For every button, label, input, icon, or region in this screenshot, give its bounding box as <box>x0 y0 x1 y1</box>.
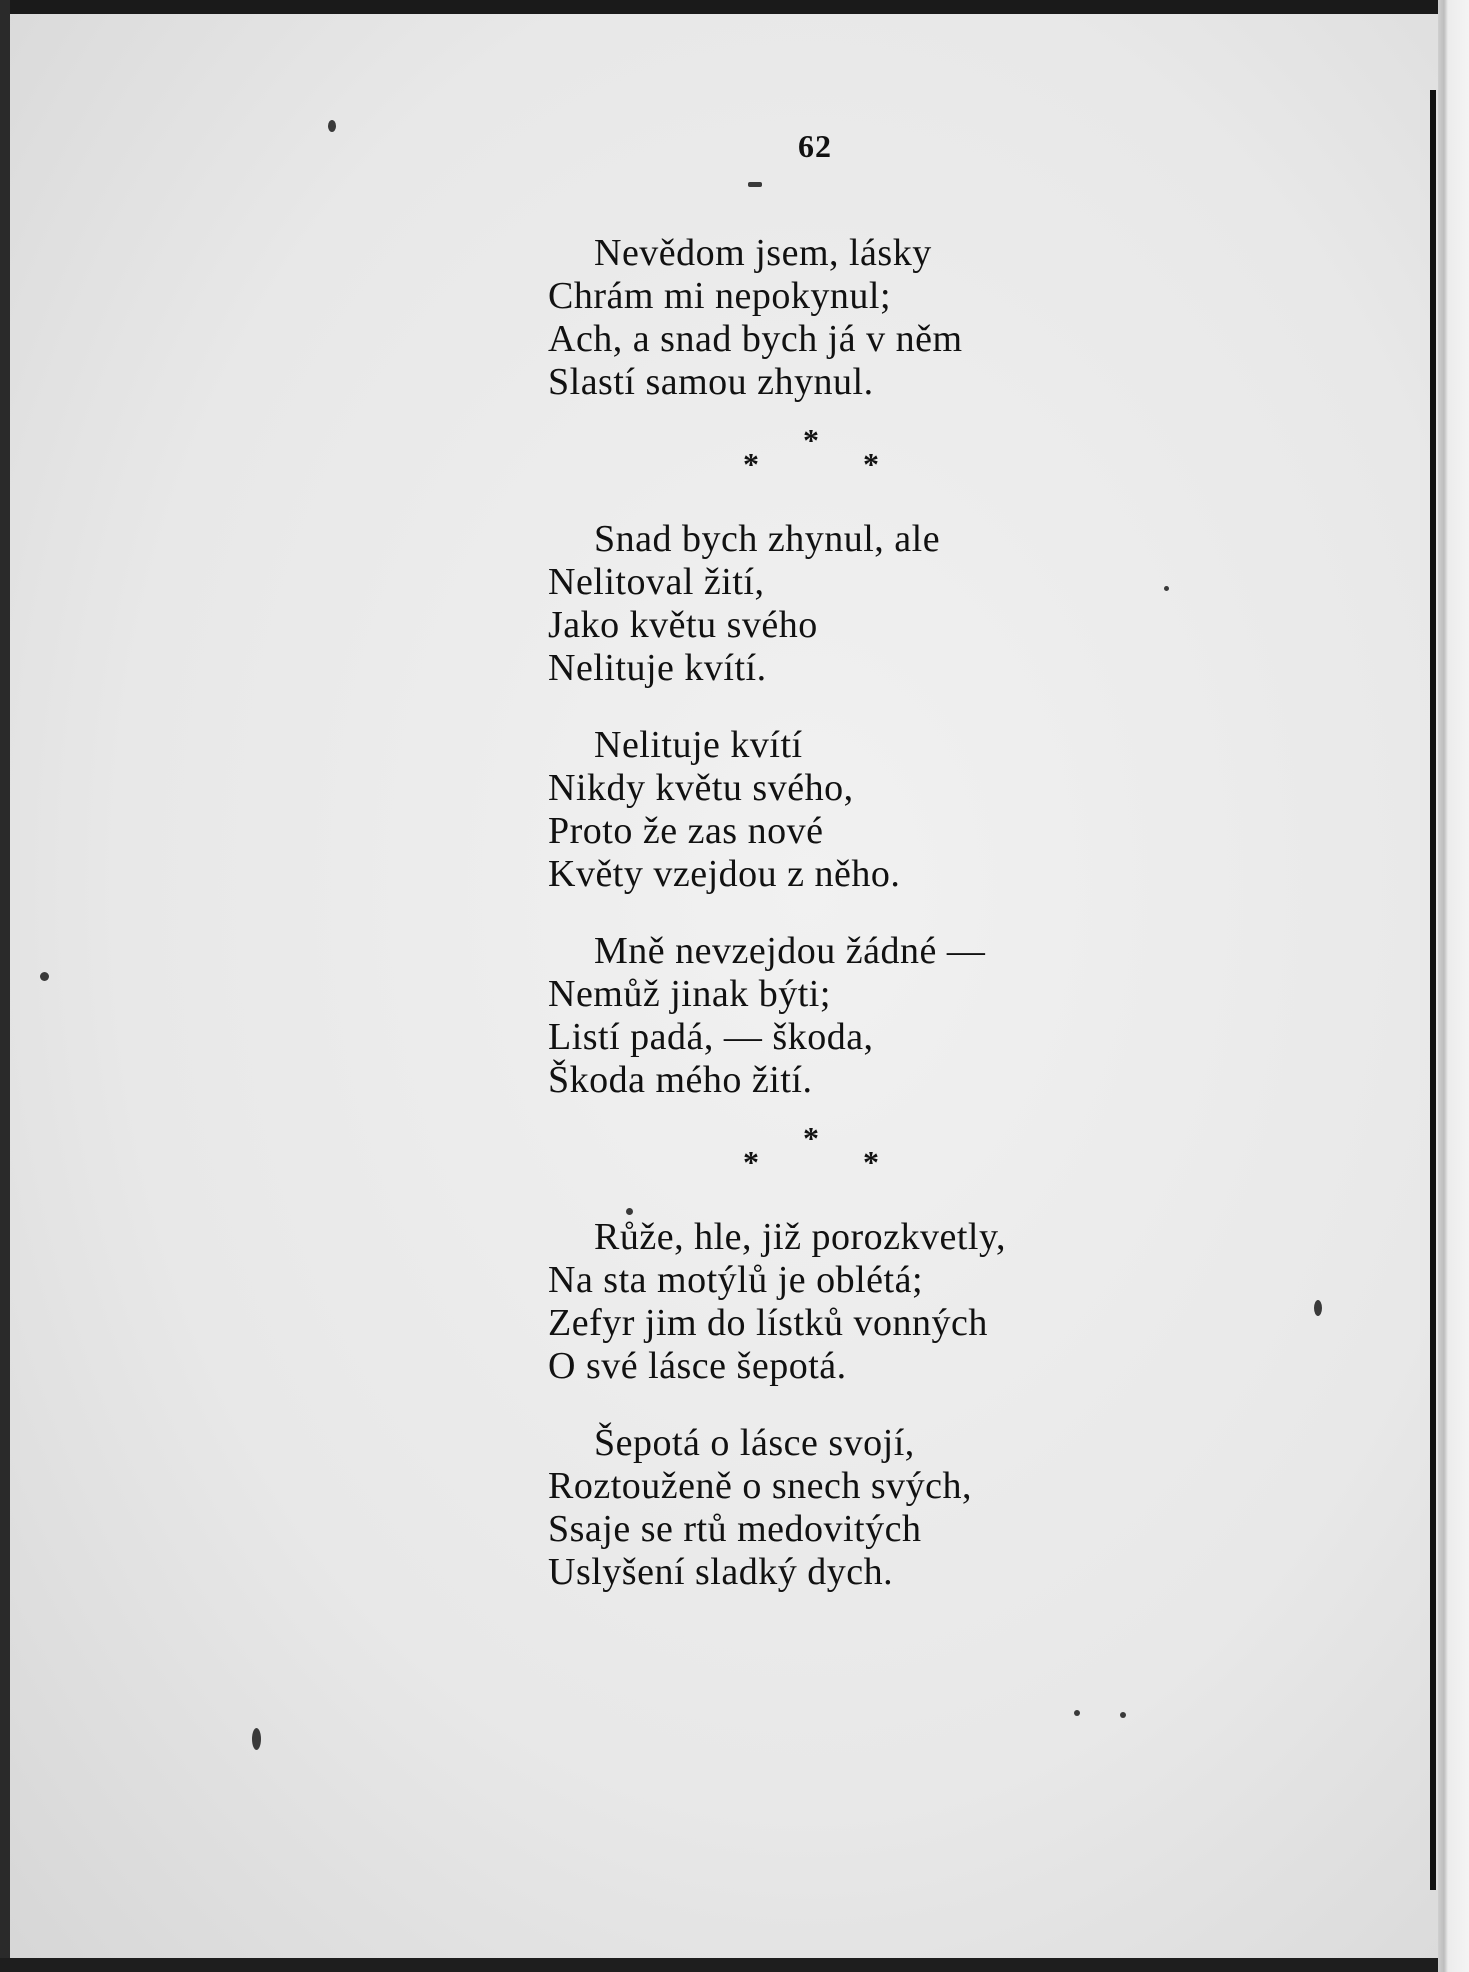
stanza <box>548 1422 1408 1594</box>
asterisk: * <box>743 446 759 482</box>
poem-line: Na sta motýlů je oblétá; <box>548 1259 924 1301</box>
poem-line: Šepotá o lásce svojí, <box>594 1422 915 1464</box>
poem-line: Nikdy květu svého, <box>548 767 854 809</box>
scan-speck <box>1074 1710 1080 1716</box>
poem-line: Snad bych zhynul, ale <box>594 518 941 560</box>
poem-line: Proto že zas nové <box>548 810 824 852</box>
scan-speck <box>1120 1712 1126 1718</box>
stanza <box>548 724 1408 896</box>
poem-line: Růže, hle, již porozkvetly, <box>594 1216 1007 1258</box>
poem-line: Roztouženě o snech svých, <box>548 1465 973 1507</box>
stanza <box>548 518 1408 690</box>
stanza <box>548 930 1408 1102</box>
poem-line: Ach, a snad bych já v něm <box>548 318 963 360</box>
scan-border-bottom <box>0 1958 1469 1972</box>
page-number: 62 <box>798 128 832 164</box>
poem-line: Nelituje kvítí <box>594 724 803 766</box>
poem-line: Nevědom jsem, lásky <box>594 232 932 274</box>
poem-line: Uslyšení sladký dych. <box>548 1551 894 1593</box>
scan-speck <box>40 972 49 981</box>
poem-line: O své lásce šepotá. <box>548 1345 847 1387</box>
poem-line: Listí padá, — škoda, <box>548 1016 874 1058</box>
asterism-divider <box>548 422 879 484</box>
asterisk: * <box>743 1144 759 1180</box>
poem-line: Nemůž jinak býti; <box>548 973 831 1015</box>
stanza <box>548 1216 1408 1388</box>
poem-line: Škoda mého žití. <box>548 1059 813 1101</box>
poem-body <box>548 232 1408 1594</box>
scan-border-top <box>0 0 1469 14</box>
poem-line: Ssaje se rtů medovitých <box>548 1508 922 1550</box>
asterism-divider <box>548 1120 879 1182</box>
poem-line: Zefyr jim do lístků vonných <box>548 1302 988 1344</box>
poem-line: Květy vzejdou z něho. <box>548 853 901 895</box>
scan-speck <box>328 120 336 132</box>
poem-line: Slastí samou zhynul. <box>548 361 874 403</box>
scan-speck <box>252 1728 261 1750</box>
asterisk: * <box>863 446 879 482</box>
poem-line: Nelituje kvítí. <box>548 647 767 689</box>
asterisk: * <box>803 1120 819 1156</box>
asterisk: * <box>803 422 819 458</box>
binding-edge-line <box>1430 90 1436 1890</box>
poem-line: Mně nevzejdou žádné — <box>594 930 986 972</box>
scan-border-left <box>0 0 10 1972</box>
scan-speck <box>748 182 762 187</box>
poem-line: Chrám mi nepokynul; <box>548 275 892 317</box>
poem-line: Nelitoval žití, <box>548 561 765 603</box>
scan-border-right <box>1438 0 1469 1972</box>
asterisk: * <box>863 1144 879 1180</box>
stanza <box>548 232 1408 404</box>
poem-line: Jako květu svého <box>548 604 818 646</box>
